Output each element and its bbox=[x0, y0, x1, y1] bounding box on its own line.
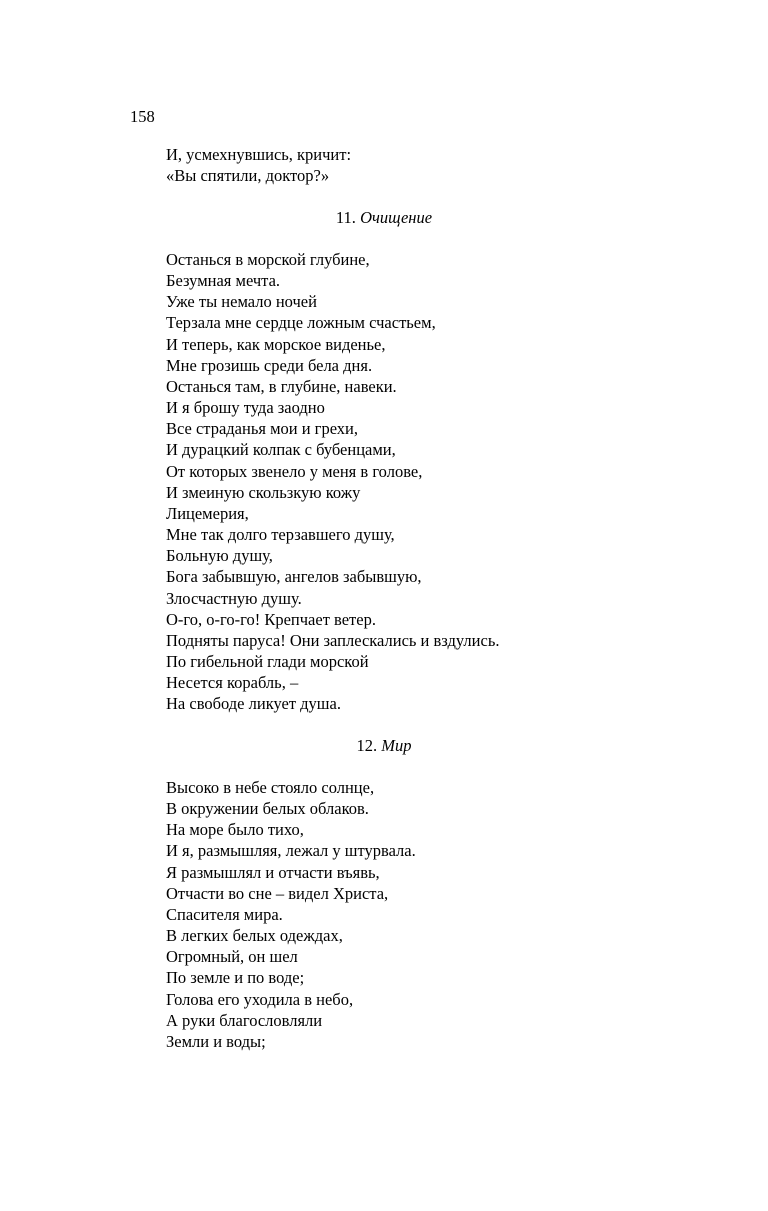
poem-line: О-го, о-го-го! Крепчает ветер. bbox=[166, 609, 376, 629]
poem-line: И змеиную скользкую кожу bbox=[166, 482, 361, 502]
intro-stanza bbox=[166, 144, 351, 186]
poem-line: Безумная мечта. bbox=[166, 271, 281, 291]
page-number: 158 bbox=[130, 107, 155, 126]
poem-line: А руки благословляли bbox=[166, 1010, 323, 1030]
section-number: 12. bbox=[356, 736, 378, 755]
section-heading-12 bbox=[0, 735, 768, 756]
poem-line: Спасителя мира. bbox=[166, 904, 283, 924]
poem-section-11 bbox=[166, 249, 499, 714]
section-heading-11 bbox=[0, 207, 768, 228]
section-title: Очищение bbox=[360, 208, 433, 227]
poem-line: Все страданья мои и грехи, bbox=[166, 419, 359, 439]
poem-line: И я, размышляя, лежал у штурвала. bbox=[166, 841, 416, 861]
poem-line: Уже ты немало ночей bbox=[166, 292, 317, 312]
poem-line: Останься там, в глубине, навеки. bbox=[166, 376, 397, 396]
poem-line: И теперь, как морское виденье, bbox=[166, 334, 386, 354]
poem-line: Земли и воды; bbox=[166, 1031, 266, 1051]
poem-line: Я размышлял и отчасти въявь, bbox=[166, 862, 380, 882]
poem-line: Высоко в небе стояло солнце, bbox=[166, 778, 375, 797]
poem-line: От которых звенело у меня в голове, bbox=[166, 461, 423, 481]
poem-line: И дурацкий колпак с бубенцами, bbox=[166, 440, 396, 460]
poem-line: На море было тихо, bbox=[166, 820, 304, 840]
poem-section-12 bbox=[166, 777, 416, 1052]
poem-line: В легких белых одеждах, bbox=[166, 926, 343, 946]
poem-line: Терзала мне сердце ложным счастьем, bbox=[166, 313, 436, 333]
poem-line: Лицемерия, bbox=[166, 503, 249, 523]
poem-line: Больную душу, bbox=[166, 546, 273, 566]
poem-line: Голова его уходила в небо, bbox=[166, 989, 354, 1009]
poem-line: «Вы спятили, доктор?» bbox=[166, 166, 330, 186]
poem-line: Отчасти во сне – видел Христа, bbox=[166, 883, 389, 903]
section-title: Мир bbox=[381, 736, 412, 755]
poem-line: По гибельной глади морской bbox=[166, 651, 369, 671]
poem-line: Огромный, он шел bbox=[166, 947, 298, 967]
poem-line: Несется корабль, – bbox=[166, 673, 299, 693]
poem-line: И, усмехнувшись, кричит: bbox=[166, 145, 352, 164]
poem-line: На свободе ликует душа. bbox=[166, 694, 341, 714]
poem-line: И я брошу туда заодно bbox=[166, 398, 325, 418]
poem-line: Останься в морской глубине, bbox=[166, 250, 370, 269]
poem-line: Подняты паруса! Они заплескались и вздулись. bbox=[166, 630, 500, 650]
poem-line: Бога забывшую, ангелов забывшую, bbox=[166, 567, 422, 587]
section-number: 11. bbox=[335, 208, 356, 227]
poem-line: Мне так долго терзавшего душу, bbox=[166, 525, 395, 545]
poem-line: Мне грозишь среди бела дня. bbox=[166, 355, 373, 375]
poem-line: В окружении белых облаков. bbox=[166, 799, 369, 819]
poem-line: Злосчастную душу. bbox=[166, 588, 302, 608]
poem-line: По земле и по воде; bbox=[166, 968, 305, 988]
